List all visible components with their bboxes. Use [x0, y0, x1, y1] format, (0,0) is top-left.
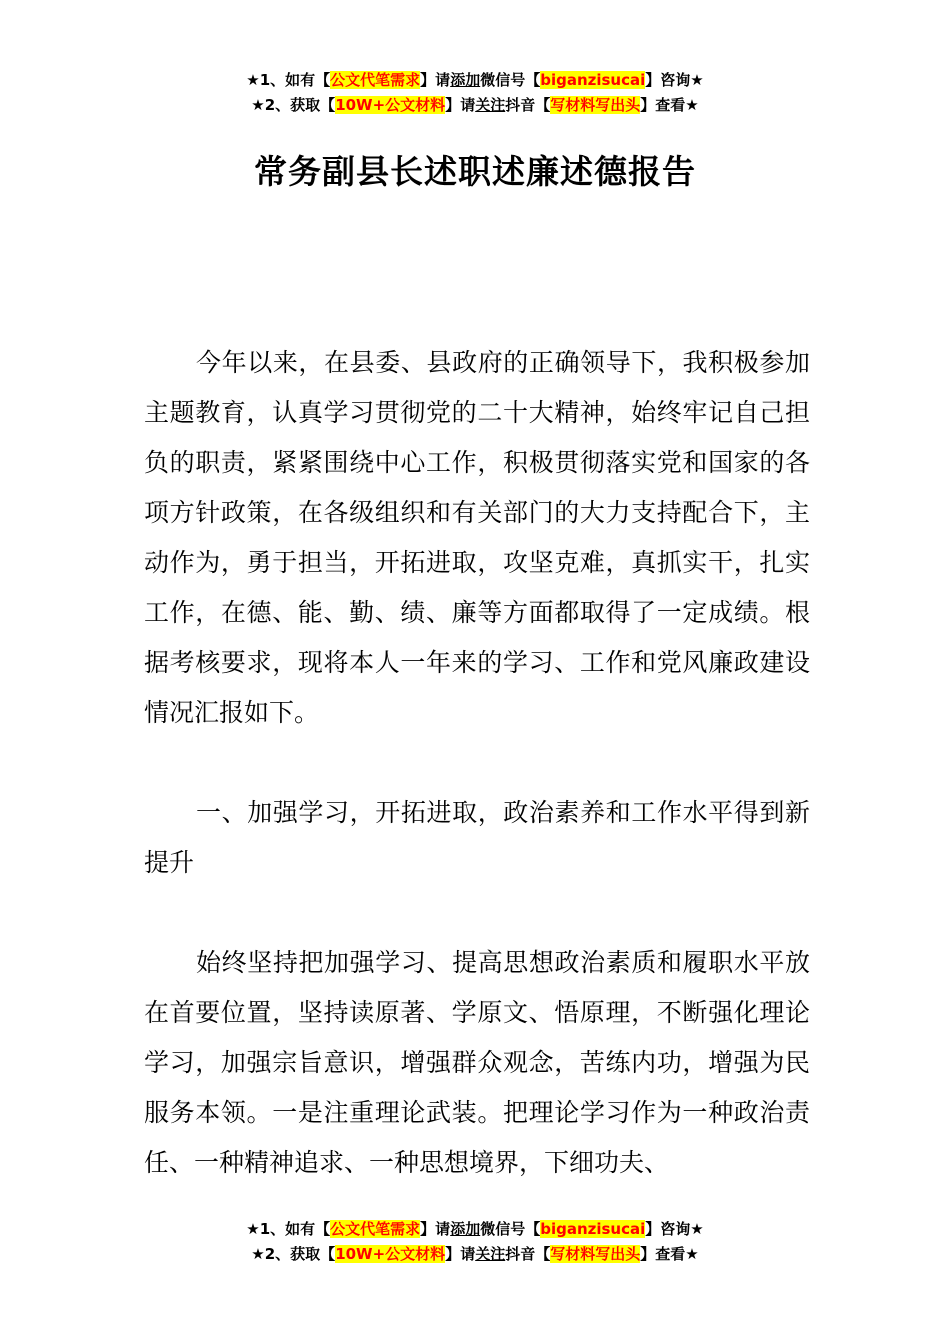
banner-text: ★1、如有【 [246, 1220, 331, 1238]
banner-highlight: 公文代笔需求 [330, 71, 421, 89]
banner-underline: 关注 [475, 96, 506, 114]
banner-line-1 [0, 1217, 950, 1242]
banner-text: 】请 [445, 96, 476, 114]
banner-underline: 关注 [475, 1245, 506, 1263]
banner-highlight: 写材料写出头 [550, 1245, 641, 1263]
banner-text: 抖音【 [505, 96, 551, 114]
intro-paragraph: 今年以来，在县委、县政府的正确领导下，我积极参加主题教育，认真学习贯彻党的二十大精神，始终牢记自己担负的职责，紧紧围绕中心工作，积极贯彻落实党和国家的各项方针政策，在各级组织和有关部门的大力支持配合下，主动作为，勇于担当，开拓进取，攻坚克难，真抓实干，扎实工作，在德、能、勤、绩、廉等方面都取得了一定成绩。根据考核要求，现将本人一年来的学习、工作和党风廉政建设情况汇报如下。 [144, 348, 810, 727]
banner-line-1 [0, 68, 950, 93]
section-paragraph: 始终坚持把加强学习、提高思想政治素质和履职水平放在首要位置，坚持读原著、学原文、悟原理，不断强化理论学习，加强宗旨意识，增强群众观念，苦练内功，增强为民服务本领。一是注重理论武装。把理论学习作为一种政治责任、一种精神追求、一种思想境界，下细功夫、 [144, 948, 810, 1177]
banner-highlight: 写材料写出头 [550, 96, 641, 114]
banner-text: 】请 [420, 71, 451, 89]
banner-line-2 [0, 93, 950, 118]
banner-text: 微信号【 [480, 1220, 541, 1238]
footer-banner [0, 1217, 950, 1267]
banner-highlight: biganzisucai [540, 1220, 646, 1238]
banner-text: 抖音【 [505, 1245, 551, 1263]
document-title: 常务副县长述职述廉述德报告 [254, 152, 696, 191]
banner-text: 】查看★ [640, 96, 699, 114]
banner-text: 】咨询★ [645, 1220, 704, 1238]
banner-text: 微信号【 [480, 71, 541, 89]
banner-highlight: 公文代笔需求 [330, 1220, 421, 1238]
banner-text: ★1、如有【 [246, 71, 331, 89]
banner-text: ★2、获取【 [251, 96, 336, 114]
banner-highlight: 10W+公文材料 [335, 1245, 446, 1263]
banner-text: 】请 [420, 1220, 451, 1238]
banner-underline: 添加 [450, 71, 481, 89]
banner-underline: 添加 [450, 1220, 481, 1238]
banner-text: 】咨询★ [645, 71, 704, 89]
banner-highlight: 10W+公文材料 [335, 96, 446, 114]
banner-text: 】请 [445, 1245, 476, 1263]
banner-highlight: biganzisucai [540, 71, 646, 89]
banner-text: 】查看★ [640, 1245, 699, 1263]
banner-text: ★2、获取【 [251, 1245, 336, 1263]
section-heading: 一、加强学习，开拓进取，政治素养和工作水平得到新提升 [144, 798, 810, 877]
header-banner [0, 68, 950, 118]
banner-line-2 [0, 1242, 950, 1267]
